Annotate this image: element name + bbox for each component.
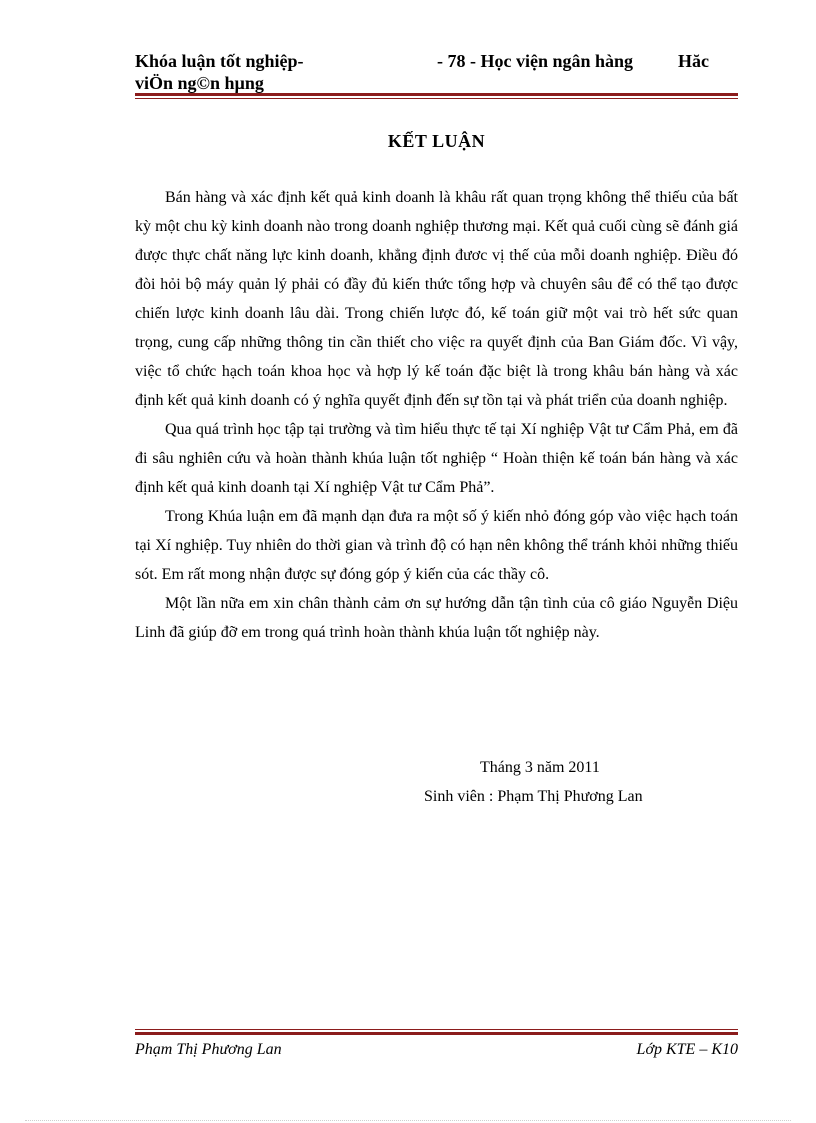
- paragraph-4: Một lần nữa em xin chân thành cảm ơn sự hướng dẫn tận tình của cô giáo Nguyễn Diệu Linh đã giúp đỡ em trong quá trình hoàn thành khúa luận tốt nghiệp này.: [135, 595, 738, 641]
- footer-rule-thin: [135, 1029, 738, 1030]
- footer-author: Phạm Thị Phương Lan: [135, 1041, 282, 1058]
- header-rule-thick: [135, 93, 738, 96]
- header-left: Khóa luận tốt nghiệp-: [135, 51, 304, 71]
- paragraph-2: Qua quá trình học tập tại trường và tìm hiểu thực tế tại Xí nghiệp Vật tư Cẩm Phả, em đã đi sâu nghiên cứu và hoàn thành khúa luận tốt nghiệp “ Hoàn thiện kế toán bán hàng và xác định kết quả kinh doanh tại Xí nghiệp Vật tư Cẩm Phả”.: [135, 421, 738, 496]
- paragraph-3: Trong Khúa luận em đã mạnh dạn đưa ra một số ý kiến nhỏ đóng góp vào việc hạch toán tại Xí nghiệp. Tuy nhiên do thời gian và trình độ có hạn nên không thể tránh khỏi những thiếu sót. Em rất mong nhận được sự đóng góp ý kiến của các thầy cô.: [135, 508, 738, 583]
- page-edge-dotted-line: [25, 1120, 791, 1121]
- footer-class: Lớp KTE – K10: [636, 1041, 738, 1058]
- footer-rule-thick: [135, 1032, 738, 1035]
- header-rule-thin: [135, 98, 738, 99]
- signature-student: Sinh viên : Phạm Thị Phương Lan: [424, 788, 643, 805]
- body-text: [135, 183, 738, 647]
- paragraph-1: Bán hàng và xác định kết quả kinh doanh là khâu rất quan trọng không thể thiếu của bất kỳ một chu kỳ kinh doanh nào trong doanh nghiệp thương mại. Kết quả cuối cùng sẽ đánh giá được thực chất năng lực kinh doanh, khẳng định đươc vị thế của mỗi doanh nghiệp. Điều đó đòi hỏi bộ máy quản lý phải có đầy đủ kiến thức tổng hợp và chuyên sâu để có thể tạo được chiến lược kinh doanh lâu dài. Trong chiến lược đó, kế toán giữ một vai trò hết sức quan trọng, cung cấp những thông tin cần thiết cho việc ra quyết định của Ban Giám đốc. Vì vậy, việc tổ chức hạch toán khoa học và hợp lý kế toán đặc biệt là trong khâu bán hàng và xác định kết quả kinh doanh có ý nghĩa quyết định đến sự tồn tại và phát triển của doanh nghiệp.: [135, 189, 738, 409]
- header-right: Hăc: [678, 51, 709, 71]
- header-subtitle: viÖn ng©n hµng: [135, 73, 264, 93]
- signature-date: Tháng 3 năm 2011: [480, 759, 600, 776]
- page-title: KẾT LUẬN: [387, 131, 486, 151]
- header-page-number: - 78 - Học viện ngân hàng: [437, 51, 634, 71]
